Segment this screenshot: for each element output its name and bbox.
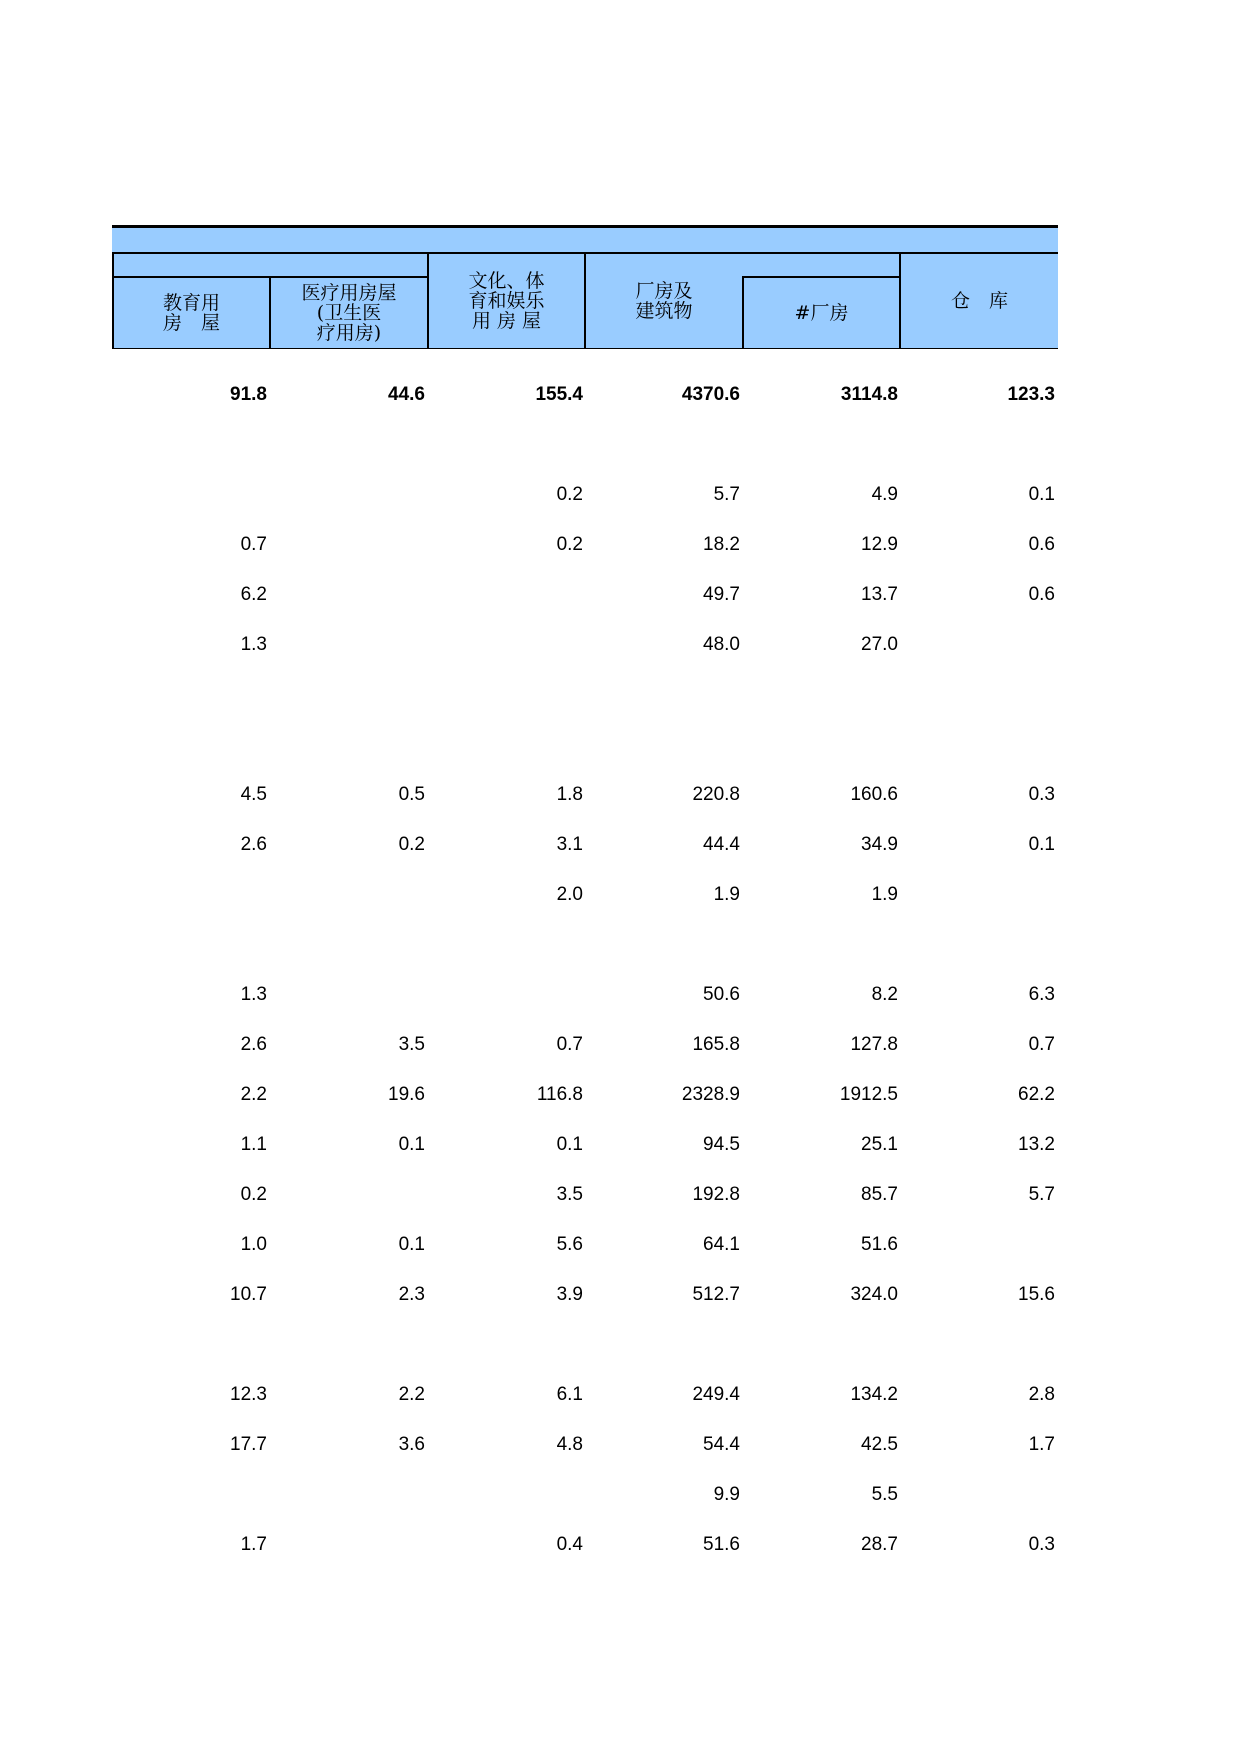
cell-education: 17.7 bbox=[230, 1434, 267, 1455]
table-title-band bbox=[112, 228, 1058, 253]
cell-factory_buildings: 165.8 bbox=[692, 1034, 740, 1055]
cell-warehouse: 1.7 bbox=[1028, 1434, 1055, 1455]
cell-factory: 25.1 bbox=[861, 1134, 898, 1155]
cell-factory: 3114.8 bbox=[840, 384, 898, 405]
cell-factory_buildings: 249.4 bbox=[692, 1384, 740, 1405]
cell-warehouse: 13.2 bbox=[1018, 1134, 1055, 1155]
cell-education: 1.3 bbox=[240, 984, 267, 1005]
cell-education: 4.5 bbox=[240, 784, 267, 805]
table-row bbox=[112, 1183, 1058, 1207]
cell-medical: 0.1 bbox=[398, 1234, 425, 1255]
col-header-education: 教育用 房 屋 bbox=[162, 292, 220, 334]
cell-factory: 27.0 bbox=[861, 634, 898, 655]
cell-factory_buildings: 220.8 bbox=[692, 784, 740, 805]
table-row bbox=[112, 1433, 1058, 1457]
cell-factory: 324.0 bbox=[850, 1284, 898, 1305]
cell-education: 1.1 bbox=[240, 1134, 267, 1155]
table-row bbox=[112, 1483, 1058, 1507]
table-row bbox=[112, 533, 1058, 557]
cell-warehouse: 0.3 bbox=[1028, 784, 1055, 805]
cell-medical: 0.1 bbox=[398, 1134, 425, 1155]
cell-culture: 2.0 bbox=[556, 884, 583, 905]
cell-education: 0.7 bbox=[240, 534, 267, 555]
cell-factory: 8.2 bbox=[871, 984, 898, 1005]
cell-factory: 34.9 bbox=[861, 834, 898, 855]
cell-factory_buildings: 5.7 bbox=[713, 484, 740, 505]
cell-factory_buildings: 2328.9 bbox=[681, 1084, 740, 1105]
cell-education: 6.2 bbox=[240, 584, 267, 605]
cell-warehouse: 0.3 bbox=[1028, 1534, 1055, 1555]
cell-education: 2.6 bbox=[240, 834, 267, 855]
cell-education: 1.0 bbox=[240, 1234, 267, 1255]
table-row bbox=[112, 1283, 1058, 1307]
cell-factory: 13.7 bbox=[861, 584, 898, 605]
table-row bbox=[112, 583, 1058, 607]
cell-factory: 28.7 bbox=[861, 1534, 898, 1555]
cell-warehouse: 15.6 bbox=[1018, 1284, 1055, 1305]
cell-warehouse: 0.7 bbox=[1028, 1034, 1055, 1055]
cell-factory: 127.8 bbox=[850, 1034, 898, 1055]
cell-factory_buildings: 54.4 bbox=[703, 1434, 740, 1455]
cell-culture: 0.7 bbox=[556, 1034, 583, 1055]
table-row bbox=[112, 1083, 1058, 1107]
cell-factory_buildings: 192.8 bbox=[692, 1184, 740, 1205]
cell-factory_buildings: 50.6 bbox=[703, 984, 740, 1005]
cell-factory: 42.5 bbox=[861, 1434, 898, 1455]
table-row bbox=[112, 1383, 1058, 1407]
cell-factory: 4.9 bbox=[871, 484, 898, 505]
cell-education: 0.2 bbox=[240, 1184, 267, 1205]
cell-factory_buildings: 18.2 bbox=[703, 534, 740, 555]
cell-medical: 3.6 bbox=[398, 1434, 425, 1455]
cell-education: 10.7 bbox=[230, 1284, 267, 1305]
cell-warehouse: 2.8 bbox=[1028, 1384, 1055, 1405]
cell-warehouse: 0.1 bbox=[1028, 484, 1055, 505]
cell-culture: 3.5 bbox=[556, 1184, 583, 1205]
cell-factory: 12.9 bbox=[861, 534, 898, 555]
cell-culture: 4.8 bbox=[556, 1434, 583, 1455]
col-header-medical: 医疗用房屋 (卫生医 疗用房) bbox=[301, 282, 397, 344]
cell-culture: 0.2 bbox=[556, 484, 583, 505]
cell-warehouse: 123.3 bbox=[1007, 384, 1055, 405]
cell-medical: 19.6 bbox=[388, 1084, 425, 1105]
cell-factory_buildings: 64.1 bbox=[703, 1234, 740, 1255]
cell-education: 1.7 bbox=[240, 1534, 267, 1555]
cell-culture: 6.1 bbox=[556, 1384, 583, 1405]
cell-factory: 51.6 bbox=[861, 1234, 898, 1255]
cell-factory: 134.2 bbox=[850, 1384, 898, 1405]
cell-warehouse: 0.1 bbox=[1028, 834, 1055, 855]
table-row bbox=[112, 1533, 1058, 1557]
cell-warehouse: 5.7 bbox=[1028, 1184, 1055, 1205]
cell-factory_buildings: 9.9 bbox=[713, 1484, 740, 1505]
cell-medical: 3.5 bbox=[398, 1034, 425, 1055]
cell-factory: 5.5 bbox=[871, 1484, 898, 1505]
table-row bbox=[112, 783, 1058, 807]
table-row bbox=[112, 483, 1058, 507]
table-row bbox=[112, 1033, 1058, 1057]
cell-medical: 0.5 bbox=[398, 784, 425, 805]
cell-factory: 160.6 bbox=[850, 784, 898, 805]
cell-warehouse: 0.6 bbox=[1028, 584, 1055, 605]
cell-education: 91.8 bbox=[230, 384, 267, 405]
table-row bbox=[112, 983, 1058, 1007]
cell-culture: 116.8 bbox=[536, 1084, 583, 1105]
cell-factory_buildings: 4370.6 bbox=[681, 384, 740, 405]
cell-factory_buildings: 44.4 bbox=[703, 834, 740, 855]
cell-factory_buildings: 48.0 bbox=[703, 634, 740, 655]
cell-factory: 85.7 bbox=[861, 1184, 898, 1205]
col-header-culture: 文化、体 育和娱乐 用 房 屋 bbox=[468, 270, 545, 332]
cell-medical: 0.2 bbox=[398, 834, 425, 855]
table-header bbox=[112, 252, 1058, 349]
table-row bbox=[112, 1233, 1058, 1257]
cell-education: 2.2 bbox=[240, 1084, 267, 1105]
cell-culture: 0.1 bbox=[556, 1134, 583, 1155]
col-header-factory-buildings: 厂房及 建筑物 bbox=[635, 280, 693, 322]
cell-culture: 155.4 bbox=[535, 384, 583, 405]
cell-factory_buildings: 512.7 bbox=[692, 1284, 740, 1305]
table-row bbox=[112, 883, 1058, 907]
cell-education: 2.6 bbox=[240, 1034, 267, 1055]
cell-education: 12.3 bbox=[230, 1384, 267, 1405]
cell-culture: 3.9 bbox=[556, 1284, 583, 1305]
cell-culture: 3.1 bbox=[556, 834, 583, 855]
cell-warehouse: 0.6 bbox=[1028, 534, 1055, 555]
cell-culture: 0.2 bbox=[556, 534, 583, 555]
cell-culture: 0.4 bbox=[556, 1534, 583, 1555]
cell-medical: 2.3 bbox=[398, 1284, 425, 1305]
cell-medical: 2.2 bbox=[398, 1384, 425, 1405]
cell-education: 1.3 bbox=[240, 634, 267, 655]
cell-factory_buildings: 1.9 bbox=[713, 884, 740, 905]
cell-culture: 1.8 bbox=[556, 784, 583, 805]
table-row bbox=[112, 633, 1058, 657]
table-row bbox=[112, 833, 1058, 857]
table-row bbox=[112, 1133, 1058, 1157]
col-header-factory: #厂房 bbox=[794, 302, 849, 324]
cell-medical: 44.6 bbox=[388, 384, 425, 405]
cell-factory_buildings: 49.7 bbox=[703, 584, 740, 605]
cell-factory: 1.9 bbox=[871, 884, 898, 905]
cell-culture: 5.6 bbox=[556, 1234, 583, 1255]
cell-warehouse: 6.3 bbox=[1028, 984, 1055, 1005]
cell-warehouse: 62.2 bbox=[1018, 1084, 1055, 1105]
cell-factory: 1912.5 bbox=[839, 1084, 898, 1105]
cell-factory_buildings: 51.6 bbox=[703, 1534, 740, 1555]
cell-factory_buildings: 94.5 bbox=[703, 1134, 740, 1155]
table-total-row bbox=[112, 383, 1058, 407]
col-header-warehouse: 仓 库 bbox=[950, 290, 1008, 312]
